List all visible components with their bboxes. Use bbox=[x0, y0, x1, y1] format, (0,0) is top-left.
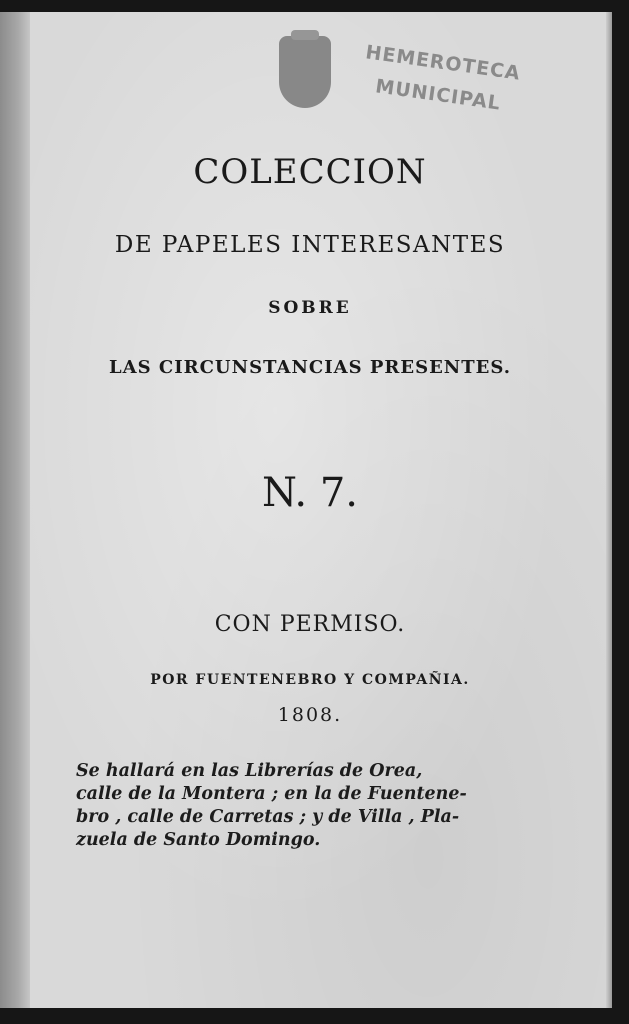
subtitle-line-2: SOBRE bbox=[268, 298, 352, 318]
subtitle-line-3: LAS CIRCUNSTANCIAS PRESENTES. bbox=[109, 357, 511, 378]
subtitle-line-1: DE PAPELES INTERESANTES bbox=[114, 232, 506, 258]
imprint-line: bro , calle de Carretas ; y de Villa , Pla- bbox=[76, 807, 460, 827]
page-edge bbox=[606, 12, 612, 1008]
stamp-line-1: HEMEROTECA bbox=[364, 41, 522, 85]
stamp-line-2: MUNICIPAL bbox=[374, 75, 503, 115]
book-page bbox=[0, 12, 612, 1008]
imprint-line: calle de la Montera ; en la de Fuentene- bbox=[76, 784, 467, 804]
page-title: COLECCION bbox=[193, 152, 427, 192]
imprint-line: zuela de Santo Domingo. bbox=[76, 830, 321, 850]
publication-year: 1808. bbox=[277, 704, 343, 726]
library-stamp bbox=[275, 32, 545, 142]
book-spine bbox=[0, 12, 30, 1008]
issue-number: N. 7. bbox=[261, 470, 359, 516]
imprint-block bbox=[76, 760, 492, 852]
printer-text: POR FUENTENEBRO Y COMPAÑIA. bbox=[150, 672, 470, 688]
license-text: CON PERMISO. bbox=[214, 612, 406, 637]
imprint-line: Se hallará en las Librerías de Orea, bbox=[76, 761, 423, 781]
coat-of-arms-icon bbox=[279, 36, 331, 108]
